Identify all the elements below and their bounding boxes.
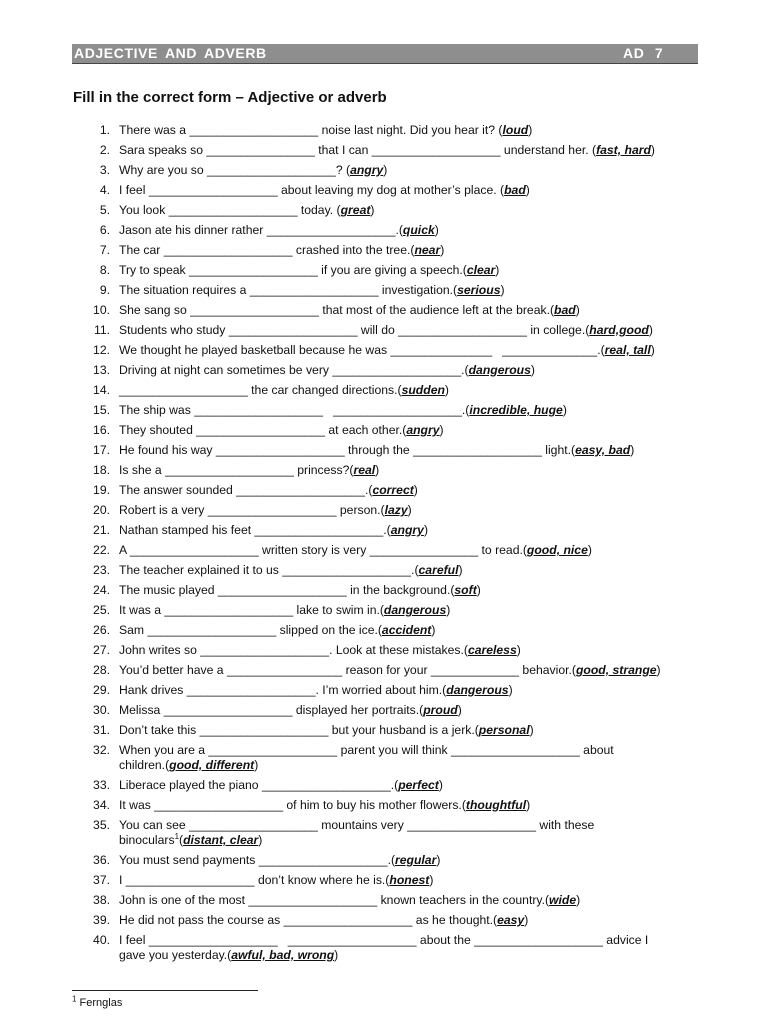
exercise-item <box>0 853 768 868</box>
exercise-text <box>119 643 689 658</box>
exercise-text <box>119 263 689 278</box>
sentence: Jason ate his dinner rather ___________________.( <box>119 223 403 237</box>
exercise-item <box>0 683 768 698</box>
exercise-text <box>119 443 689 458</box>
exercise-number: 4. <box>99 183 110 197</box>
sentence: Why are you so ___________________? ( <box>119 163 351 177</box>
sentence: You can see ___________________ mountains very ___________________ with these binoculars <box>119 818 595 847</box>
closing-paren: ) <box>476 583 481 597</box>
sentence: There was a ___________________ noise last night. Did you hear it? ( <box>119 123 503 137</box>
exercise-text <box>119 283 689 298</box>
exercise-text <box>119 403 689 418</box>
exercise-number: 15. <box>93 403 110 417</box>
exercise-item <box>0 663 768 678</box>
exercise-number: 28. <box>93 663 110 677</box>
footnote-text: Fernglas <box>79 997 123 1009</box>
closing-paren: ) <box>375 463 380 477</box>
answer-hint: perfect <box>398 778 439 792</box>
answer-hint: easy, bad <box>575 443 631 457</box>
sentence: The car ___________________ crashed into the tree.( <box>119 243 415 257</box>
answer-hint: great <box>340 203 371 217</box>
sentence: Sara speaks so ________________ that I can ___________________ understand her. ( <box>119 143 597 157</box>
exercise-number: 6. <box>99 223 110 237</box>
exercise-item <box>0 523 768 538</box>
closing-paren: ) <box>440 243 445 257</box>
exercise-text <box>119 383 689 398</box>
exercise-item <box>0 643 768 658</box>
exercise-item <box>0 423 768 438</box>
closing-paren: ) <box>630 443 635 457</box>
answer-hint: personal <box>478 723 530 737</box>
closing-paren: ) <box>524 913 529 927</box>
sentence: The answer sounded ___________________.( <box>119 483 373 497</box>
exercise-number: 27. <box>93 643 110 657</box>
sentence: Students who study ___________________ will do ___________________ in college.( <box>119 323 590 337</box>
exercise-text <box>119 303 689 318</box>
exercise-number: 2. <box>99 143 110 157</box>
exercise-number: 35. <box>93 818 110 832</box>
exercise-text <box>119 778 689 793</box>
answer-hint: clear <box>466 263 496 277</box>
closing-paren: ) <box>516 643 521 657</box>
sentence: Melissa ___________________ displayed her portraits.( <box>119 703 424 717</box>
closing-paren: ) <box>458 563 463 577</box>
closing-paren: ) <box>434 223 439 237</box>
exercise-item <box>0 583 768 598</box>
exercise-item <box>0 283 768 298</box>
exercise-number: 37. <box>93 873 110 887</box>
answer-hint: near <box>414 243 441 257</box>
exercise-item <box>0 743 768 773</box>
sentence: You’d better have a _________________ reason for your _____________ behavior.( <box>119 663 576 677</box>
closing-paren: ) <box>254 758 259 772</box>
exercise-text <box>119 203 689 218</box>
answer-hint: distant, clear <box>183 833 259 847</box>
exercise-text <box>119 818 689 848</box>
answer-hint: easy <box>497 913 525 927</box>
answer-hint: awful, bad, wrong <box>231 948 335 962</box>
exercise-text <box>119 163 689 178</box>
exercise-number: 29. <box>93 683 110 697</box>
exercise-text <box>119 723 689 738</box>
sentence: John writes so ___________________. Look at these mistakes.( <box>119 643 468 657</box>
exercise-text <box>119 603 689 618</box>
answer-hint: dangerous <box>383 603 447 617</box>
sentence: It was ___________________ of him to buy his mother flowers.( <box>119 798 466 812</box>
sentence: He did not pass the course as ___________________ as he thought.( <box>119 913 498 927</box>
exercise-item <box>0 303 768 318</box>
closing-paren: ) <box>530 363 535 377</box>
sentence: The teacher explained it to us ___________________.( <box>119 563 419 577</box>
exercise-item <box>0 818 768 848</box>
sentence: Hank drives ___________________. I’m worried about him.( <box>119 683 447 697</box>
sentence: Don’t take this ___________________ but your husband is a jerk.( <box>119 723 479 737</box>
answer-hint: careful <box>418 563 459 577</box>
answer-hint: fast, hard <box>596 143 651 157</box>
exercise-item <box>0 343 768 358</box>
closing-paren: ) <box>650 143 655 157</box>
closing-paren: ) <box>650 343 655 357</box>
exercise-text <box>119 323 689 338</box>
exercise-item <box>0 463 768 478</box>
exercise-text <box>119 623 689 638</box>
exercise-text <box>119 343 689 358</box>
answer-hint: bad <box>504 183 526 197</box>
closing-paren: ) <box>258 833 263 847</box>
exercise-number: 39. <box>93 913 110 927</box>
exercise-text <box>119 423 689 438</box>
sentence: You must send payments ___________________.( <box>119 853 396 867</box>
answer-hint: lazy <box>384 503 408 517</box>
sentence-cont: ( <box>179 833 184 847</box>
answer-hint: angry <box>406 423 440 437</box>
exercise-number: 34. <box>93 798 110 812</box>
sentence: I ___________________ don’t know where he is.( <box>119 873 390 887</box>
exercise-number: 9. <box>99 283 110 297</box>
exercise-item <box>0 623 768 638</box>
exercise-text <box>119 523 689 538</box>
exercise-text <box>119 933 689 963</box>
closing-paren: ) <box>423 523 428 537</box>
sentence: Is she a ___________________ princess?( <box>119 463 354 477</box>
exercise-number: 36. <box>93 853 110 867</box>
exercise-text <box>119 873 689 888</box>
sentence: The situation requires a ___________________ investigation.( <box>119 283 458 297</box>
answer-hint: bad <box>554 303 576 317</box>
closing-paren: ) <box>562 403 567 417</box>
header-bar <box>72 44 698 64</box>
sentence: ___________________ the car changed directions.( <box>119 383 402 397</box>
closing-paren: ) <box>436 853 441 867</box>
sentence: A ___________________ written story is very ________________ to read.( <box>119 543 527 557</box>
exercise-item <box>0 543 768 558</box>
exercise-number: 1. <box>99 123 110 137</box>
exercise-item <box>0 323 768 338</box>
exercise-text <box>119 853 689 868</box>
exercise-text <box>119 483 689 498</box>
answer-hint: accident <box>381 623 432 637</box>
sentence: Nathan stamped his feet ___________________.( <box>119 523 391 537</box>
worksheet-title: ADJECTIVE AND ADVERB <box>74 45 267 61</box>
answer-hint: correct <box>372 483 414 497</box>
exercise-text <box>119 743 689 773</box>
exercise-number: 22. <box>93 543 110 557</box>
exercise-item <box>0 443 768 458</box>
sentence: The music played ___________________ in the background.( <box>119 583 455 597</box>
exercise-item <box>0 933 768 963</box>
exercise-number: 25. <box>93 603 110 617</box>
exercise-text <box>119 913 689 928</box>
exercise-text <box>119 123 689 138</box>
exercise-item <box>0 873 768 888</box>
closing-paren: ) <box>525 183 530 197</box>
closing-paren: ) <box>457 703 462 717</box>
exercise-item <box>0 383 768 398</box>
exercise-text <box>119 563 689 578</box>
sentence: Liberace played the piano ___________________.( <box>119 778 399 792</box>
exercise-number: 8. <box>99 263 110 277</box>
exercise-number: 21. <box>93 523 110 537</box>
answer-hint: loud <box>502 123 529 137</box>
closing-paren: ) <box>529 723 534 737</box>
exercise-text <box>119 798 689 813</box>
exercise-item <box>0 503 768 518</box>
closing-paren: ) <box>495 263 500 277</box>
exercise-number: 30. <box>93 703 110 717</box>
answer-hint: real <box>353 463 376 477</box>
closing-paren: ) <box>576 893 581 907</box>
exercise-item <box>0 703 768 718</box>
answer-hint: proud <box>423 703 458 717</box>
exercise-number: 14. <box>93 383 110 397</box>
sentence: John is one of the most ___________________ known teachers in the country.( <box>119 893 550 907</box>
closing-paren: ) <box>500 283 505 297</box>
closing-paren: ) <box>429 873 434 887</box>
answer-hint: incredible, huge <box>469 403 563 417</box>
sentence: She sang so ___________________ that most of the audience left at the break.( <box>119 303 555 317</box>
answer-hint: good, strange <box>575 663 657 677</box>
sentence: He found his way ___________________ through the ___________________ light.( <box>119 443 576 457</box>
answer-hint: careless <box>467 643 517 657</box>
exercise-number: 5. <box>99 203 110 217</box>
sentence: Sam ___________________ slipped on the ice.( <box>119 623 382 637</box>
exercise-number: 11. <box>93 323 110 337</box>
exercise-item <box>0 203 768 218</box>
exercise-text <box>119 143 689 158</box>
closing-paren: ) <box>575 303 580 317</box>
exercise-number: 40. <box>93 933 110 947</box>
exercise-number: 23. <box>93 563 110 577</box>
exercise-number: 33. <box>93 778 110 792</box>
closing-paren: ) <box>648 323 653 337</box>
exercise-text <box>119 893 689 908</box>
exercise-item <box>0 123 768 138</box>
exercise-number: 12. <box>93 343 110 357</box>
exercise-item <box>0 243 768 258</box>
exercise-number: 16. <box>93 423 110 437</box>
exercise-text <box>119 463 689 478</box>
closing-paren: ) <box>446 603 451 617</box>
exercise-item <box>0 723 768 738</box>
exercise-text <box>119 683 689 698</box>
sentence: The ship was ___________________ ___________________.( <box>119 403 470 417</box>
exercise-item <box>0 483 768 498</box>
sentence: I feel ___________________ ___________________ about the ___________________ advice I gave you yesterday.( <box>119 933 649 962</box>
answer-hint: serious <box>457 283 501 297</box>
exercise-text <box>119 543 689 558</box>
exercise-number: 7. <box>99 243 110 257</box>
exercise-text <box>119 243 689 258</box>
answer-hint: hard,good <box>589 323 649 337</box>
exercise-item <box>0 563 768 578</box>
answer-hint: soft <box>454 583 477 597</box>
exercise-text <box>119 183 689 198</box>
answer-hint: thoughtful <box>465 798 527 812</box>
exercise-item <box>0 603 768 618</box>
sentence: Try to speak ___________________ if you are giving a speech.( <box>119 263 467 277</box>
exercise-number: 38. <box>93 893 110 907</box>
exercise-text <box>119 503 689 518</box>
answer-hint: real, tall <box>604 343 651 357</box>
exercise-list <box>0 123 768 968</box>
sentence: Driving at night can sometimes be very ___________________.( <box>119 363 469 377</box>
closing-paren: ) <box>438 778 443 792</box>
exercise-item <box>0 893 768 908</box>
exercise-item <box>0 163 768 178</box>
answer-hint: quick <box>402 223 435 237</box>
closing-paren: ) <box>528 123 533 137</box>
answer-hint: good, different <box>169 758 255 772</box>
exercise-number: 24. <box>93 583 110 597</box>
exercise-item <box>0 403 768 418</box>
closing-paren: ) <box>439 423 444 437</box>
exercise-number: 31. <box>93 723 110 737</box>
closing-paren: ) <box>407 503 412 517</box>
exercise-number: 3. <box>99 163 110 177</box>
answer-hint: dangerous <box>468 363 531 377</box>
footnote <box>72 994 123 1009</box>
sentence: When you are a ___________________ parent you will think ___________________ about children.( <box>119 743 614 772</box>
exercise-text <box>119 663 689 678</box>
exercise-text <box>119 583 689 598</box>
closing-paren: ) <box>334 948 339 962</box>
exercise-number: 17. <box>93 443 110 457</box>
exercise-item <box>0 798 768 813</box>
answer-hint: good, nice <box>526 543 588 557</box>
answer-hint: angry <box>390 523 424 537</box>
exercise-item <box>0 778 768 793</box>
exercise-text <box>119 363 689 378</box>
exercise-number: 26. <box>93 623 110 637</box>
sentence: You look ___________________ today. ( <box>119 203 341 217</box>
answer-hint: dangerous <box>446 683 509 697</box>
answer-hint: honest <box>389 873 430 887</box>
answer-hint: wide <box>549 893 577 907</box>
closing-paren: ) <box>370 203 375 217</box>
exercise-number: 32. <box>93 743 110 757</box>
exercise-number: 20. <box>93 503 110 517</box>
instructions: Fill in the correct form – Adjective or adverb <box>73 89 387 106</box>
closing-paren: ) <box>587 543 592 557</box>
sentence: It was a ___________________ lake to swim in.( <box>119 603 384 617</box>
closing-paren: ) <box>383 163 388 177</box>
sentence: They shouted ___________________ at each other.( <box>119 423 407 437</box>
exercise-number: 19. <box>93 483 110 497</box>
exercise-item <box>0 223 768 238</box>
answer-hint: regular <box>395 853 437 867</box>
closing-paren: ) <box>431 623 436 637</box>
answer-hint: angry <box>350 163 384 177</box>
footnote-ref: 1 <box>174 831 180 841</box>
answer-hint: sudden <box>401 383 445 397</box>
exercise-number: 10. <box>93 303 110 317</box>
sentence: We thought he played basketball because he was _______________ ______________.( <box>119 343 605 357</box>
exercise-number: 13. <box>93 363 110 377</box>
footnote-divider <box>72 990 258 991</box>
worksheet-code: AD 7 <box>623 45 664 61</box>
closing-paren: ) <box>508 683 513 697</box>
exercise-text <box>119 223 689 238</box>
closing-paren: ) <box>413 483 418 497</box>
sentence: I feel ___________________ about leaving my dog at mother’s place. ( <box>119 183 505 197</box>
closing-paren: ) <box>526 798 531 812</box>
exercise-item <box>0 263 768 278</box>
exercise-number: 18. <box>93 463 110 477</box>
closing-paren: ) <box>656 663 661 677</box>
footnote-number: 1 <box>72 994 77 1004</box>
closing-paren: ) <box>444 383 449 397</box>
exercise-item <box>0 183 768 198</box>
exercise-text <box>119 703 689 718</box>
exercise-item <box>0 143 768 158</box>
exercise-item <box>0 913 768 928</box>
exercise-item <box>0 363 768 378</box>
sentence: Robert is a very ___________________ person.( <box>119 503 385 517</box>
